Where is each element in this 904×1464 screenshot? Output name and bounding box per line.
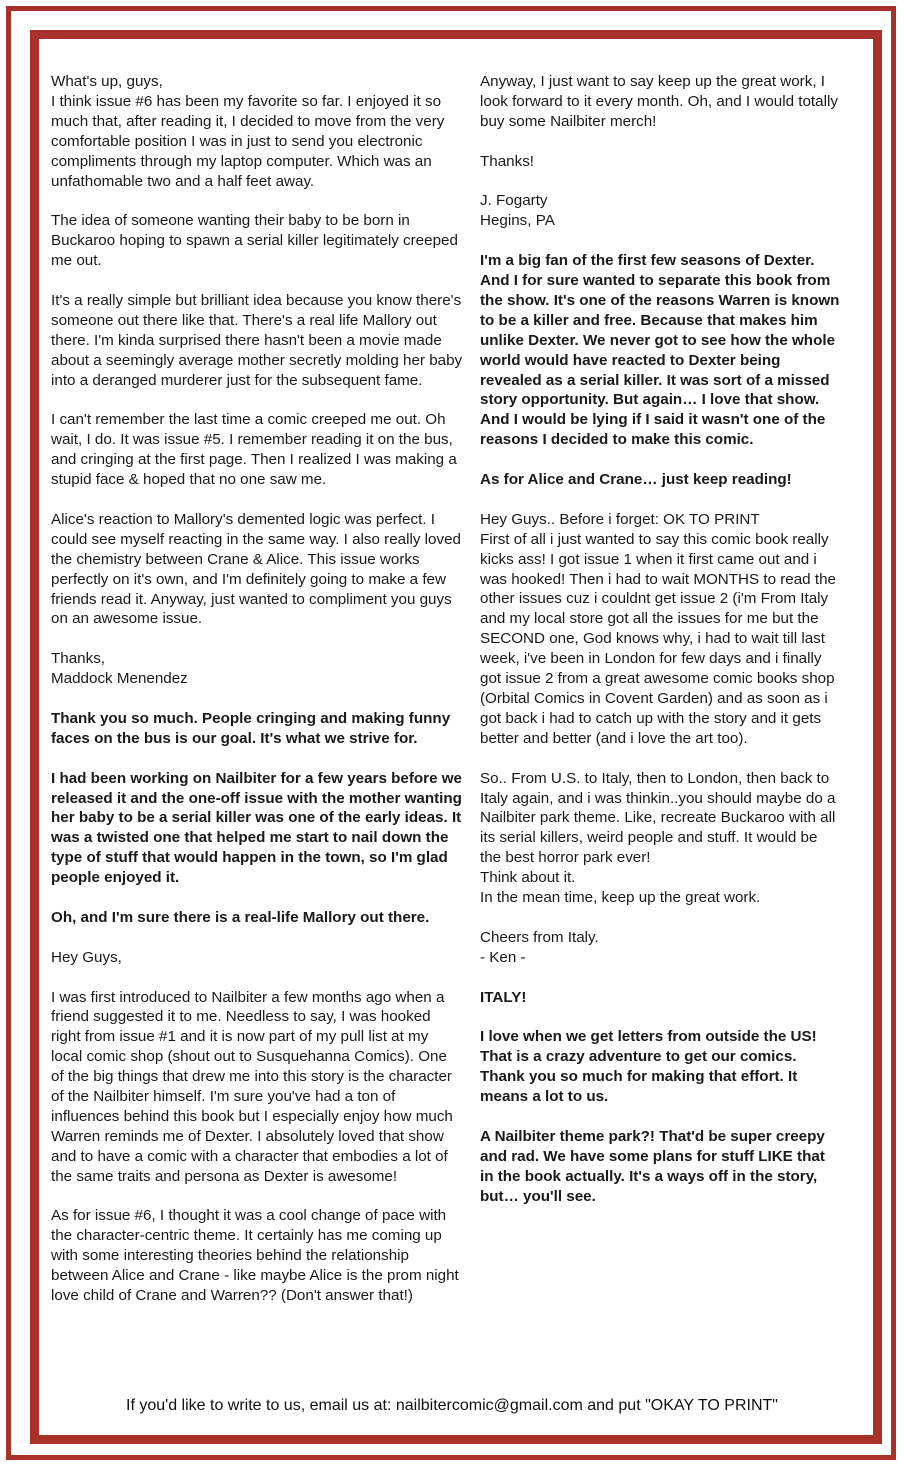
letter-paragraph: I was first introduced to Nailbiter a few months ago when a friend suggested it to me. Needless to say, I was hooked right from issue #1 and it is now part of my pull list at my local comic shop (shout out to Susquehanna Comics). One of the big things that drew me into this story is the character of the Nailbiter himself. I'm sure you've had a ton of influences behind this book but I especially enjoy how much Warren reminds me of Dexter. I absolutely loved that show and to have a comic with a character that embodies a lot of the same traits and persona as Dexter is awesome! <box>51 988 453 1185</box>
letter-greeting: Hey Guys, <box>51 948 122 966</box>
editor-response: A Nailbiter theme park?! That'd be super creepy and rad. We have some plans for stuff LIKE that in the book actually. It's a ways off in the story, but… you'll see. <box>480 1127 825 1205</box>
letter-paragraph: As for issue #6, I thought it was a cool change of pace with the character-centric theme. It certainly has me coming up with some interesting theories behind the relationship between Alice and Crane - like maybe Alice is the prom night love child of Crane and Warren?? (Don't answer that!) <box>51 1207 459 1305</box>
letter-paragraph: It's a really simple but brilliant idea because you know there's someone out there like that. There's a real life Mallory out there. I'm kinda surprised there hasn't been a movie made about a seemingly average mother secretly molding her baby into a deranged murderer just for the subsequent fame. <box>51 291 463 389</box>
letter-signature: Cheers from Italy. - Ken - <box>480 928 599 966</box>
editor-response: Oh, and I'm sure there is a real-life Mallory out there. <box>51 908 430 926</box>
letter-paragraph: So.. From U.S. to Italy, then to London, then back to Italy again, and i was thinkin..you should maybe do a Nailbiter park theme. Like, recreate Buckaroo with all its serial killers, weird people and stuff. It would be the best horror park ever! Think about it. In the mean time, keep up the great work. <box>480 769 836 907</box>
letter-paragraph: Hey Guys.. Before i forget: OK TO PRINT First of all i just wanted to say this comic book really kicks ass! I got issue 1 when it first came out and i was hooked! Then i had to wait MONTHS to read the other issues cuz i couldnt get issue 2 (i'm From Italy and my local store got all the issues for me but the SECOND one, God knows why, i had to wait till last week, i've been in London for few days and i finally got issue 2 from a great awesome comic books shop (Orbital Comics in Covent Garden) and as soon as i got back i had to catch up with the story and it gets better and better (and i love the art too). <box>480 510 836 747</box>
editor-response: ITALY! <box>480 988 527 1006</box>
right-column <box>480 72 842 1207</box>
letter-closing: Thanks! <box>480 152 535 170</box>
submission-footer: If you'd like to write to us, email us at: nailbitercomic@gmail.com and put "OKAY TO PRINT" <box>126 1397 778 1414</box>
letter-paragraph: The idea of someone wanting their baby to be born in Buckaroo hoping to spawn a serial killer legitimately creeped me out. <box>51 212 458 270</box>
letter-signature: J. Fogarty Hegins, PA <box>480 192 555 230</box>
letter-paragraph: I can't remember the last time a comic creeped me out. Oh wait, I do. It was issue #5. I remember reading it on the bus, and cringing at the first page. Then I realized I was making a stupid face & hoped that no one saw me. <box>51 411 457 489</box>
left-column <box>51 72 463 1306</box>
letter-signature: Thanks, Maddock Menendez <box>51 650 188 688</box>
editor-response: I'm a big fan of the first few seasons of Dexter. And I for sure wanted to separate this book from the show. It's one of the reasons Warren is known to be a killer and free. Because that makes him unlike Dexter. We never got to see how the whole world would have reacted to Dexter being revealed as a serial killer. It was sort of a missed story opportunity. But again… I love that show. And I would be lying if I said it wasn't one of the reasons I decided to make this comic. <box>480 252 840 449</box>
letter-paragraph: Anyway, I just want to say keep up the great work, I look forward to it every month. Oh, and I would totally buy some Nailbiter merch! <box>480 73 838 130</box>
letter-paragraph: What's up, guys, I think issue #6 has been my favorite so far. I enjoyed it so much that, after reading it, I decided to move from the very comfortable position I was in just to send you electronic compliments through my laptop computer. Which was an unfathomable two and a half feet away. <box>51 73 445 190</box>
letter-paragraph: Alice's reaction to Mallory's demented logic was perfect. I could see myself reacting in the same way. I also really loved the chemistry between Crane & Alice. This issue works perfectly on it's own, and I'm definitely going to make a few friends read it. Anyway, just wanted to compliment you guys on an awesome issue. <box>51 510 461 628</box>
editor-response: As for Alice and Crane… just keep reading! <box>480 471 792 489</box>
editor-response: Thank you so much. People cringing and making funny faces on the bus is our goal. It's what we strive for. <box>51 709 451 747</box>
editor-response: I had been working on Nailbiter for a few years before we released it and the one-off issue with the mother wanting her baby to be a serial killer was one of the early ideas. It was a twisted one that helped me start to nail down the type of stuff that would happen in the town, so I'm glad people enjoyed it. <box>51 769 463 887</box>
editor-response: I love when we get letters from outside the US! That is a crazy adventure to get our comics. Thank you so much for making that effort. It means a lot to us. <box>480 1028 817 1106</box>
